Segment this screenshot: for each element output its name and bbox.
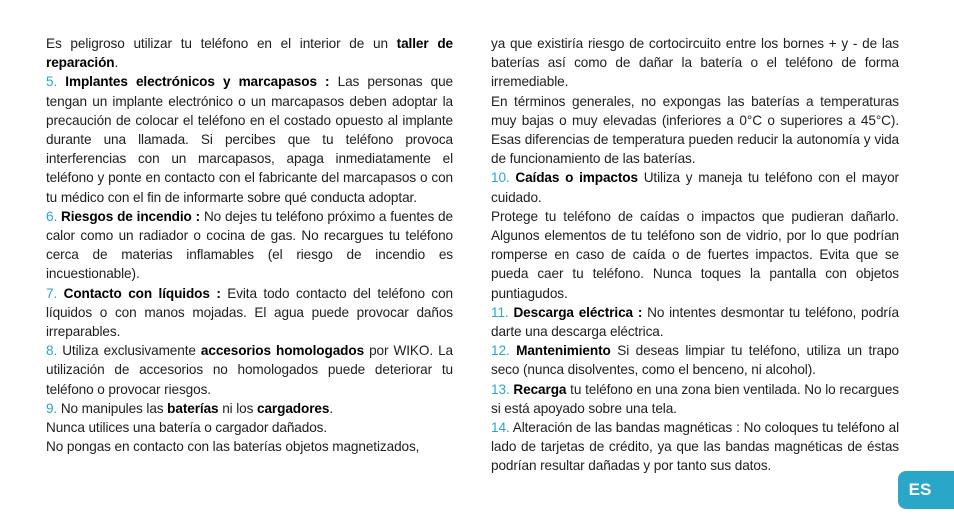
item-text: tu teléfono en una zona bien ventilada. No lo recargues si está apoyado sobre una tela.: [491, 381, 899, 416]
item-text: Alteración de las bandas magnéticas : No coloques tu teléfono al lado de tarjetas de crédito, ya que las bandas magnéticas de éstas podrían resultar dañadas y por tanto sus datos.: [491, 420, 899, 474]
item-text: Utiliza y maneja tu teléfono con el mayor cuidado.: [491, 170, 899, 205]
item-text: Si deseas limpiar tu teléfono, utiliza un trapo seco (nunca disolventes, como el benceno, ni alcohol).: [491, 343, 899, 378]
item-9-line-3: No pongas en contacto con las baterías objetos magnetizados,: [46, 439, 420, 455]
intro-text: Es peligroso utilizar tu teléfono en el interior de un: [46, 36, 397, 51]
item-text: No dejes tu teléfono próximo a fuentes de calor como un radiador o cocina de gas. No recargues tu teléfono cerca de materias inflamables (el riesgo de incendio es incuestionable).: [46, 208, 453, 282]
item-number: 7.: [46, 285, 58, 301]
item-text: ni los: [218, 400, 258, 416]
item-keyword: Recarga: [513, 381, 567, 397]
item-13: [491, 380, 899, 418]
item-11: [491, 303, 899, 341]
item-number: 5.: [46, 74, 58, 90]
item-7: [46, 284, 453, 342]
item-text: Las personas que tengan un implante electrónico o un marcapasos deben adoptar la precaución de colocar el teléfono en el costado opuesto al implante durante una llamada. Si percibes que tu teléfono provoca interferencias con un marcapasos, apaga inmediatamente el teléfono y ponte en contacto con el fabricante del marcapasos o con tu médico con el fin de informarte sobre qué conducta adoptar.: [46, 74, 453, 205]
item-number: 9.: [46, 400, 58, 416]
item-number: 8.: [46, 343, 58, 359]
item-text: No intentes desmontar tu teléfono, podría darte una descarga eléctrica.: [491, 304, 899, 340]
item-9: [46, 399, 453, 418]
intro-keyword: taller de reparación: [46, 36, 453, 71]
item-10-paragraph-2: Protege tu teléfono de caídas o impactos que pudieran dañarlo. Algunos elementos de tu teléfono son de vidrio, por lo que podrían romperse en caso de caída o de fuertes impactos. Evita que se pueda caer tu teléfono. Nunca toques la pantalla con objetos puntiagudos.: [491, 208, 899, 301]
continuation-paragraph-1: ya que existiría riesgo de cortocircuito entre los bornes + y - de las baterías así como de dañar la batería o el teléfono de forma irremediable.: [491, 36, 899, 90]
item-number: 6.: [46, 208, 58, 224]
item-keyword: accesorios homologados: [200, 343, 365, 359]
language-tab-es: ES: [898, 471, 954, 509]
item-text: Evita todo contacto del teléfono con líquidos o con manos mojadas. El agua puede provocar daños irreparables.: [46, 285, 453, 340]
left-column: [46, 34, 453, 456]
item-10: [491, 168, 899, 206]
item-number: 12.: [491, 343, 510, 359]
item-number: 11.: [491, 304, 509, 320]
item-6: [46, 207, 453, 284]
item-8: [46, 341, 453, 399]
item-keyword: Caídas o impactos: [515, 170, 638, 186]
item-keyword: baterías: [167, 400, 219, 416]
item-text: .: [329, 400, 333, 416]
right-column: [491, 34, 899, 476]
intro-end: .: [114, 55, 119, 71]
item-keyword: Riesgos de incendio :: [61, 208, 201, 224]
item-keyword: Descarga eléctrica :: [513, 304, 643, 320]
item-keyword: cargadores: [257, 400, 330, 416]
item-keyword: Mantenimiento: [516, 343, 611, 359]
item-12: [491, 341, 899, 379]
item-5: [46, 72, 453, 206]
continuation-paragraph-2: En términos generales, no expongas las baterías a temperaturas muy bajas o muy elevadas (inferiores a 0°C o superiores a 45°C). Esas diferencias de temperatura pueden reducir la autonomía y vida de funcionamiento de las baterías.: [491, 93, 899, 167]
item-text: No manipules las: [57, 400, 168, 416]
item-keyword: Implantes electrónicos y marcapasos :: [65, 74, 330, 90]
item-text: Utiliza exclusivamente: [57, 343, 201, 359]
item-keyword: Contacto con líquidos :: [63, 285, 221, 301]
intro-paragraph: [46, 34, 453, 72]
item-number: 14.: [491, 420, 510, 436]
item-14: [491, 418, 899, 476]
item-number: 13.: [491, 381, 510, 397]
item-number: 10.: [491, 170, 510, 186]
item-9-line-2: Nunca utilices una batería o cargador dañados.: [46, 420, 328, 436]
item-text: por WIKO. La utilización de accesorios no homologados puede deteriorar tu teléfono o provocar riesgos.: [46, 343, 453, 397]
